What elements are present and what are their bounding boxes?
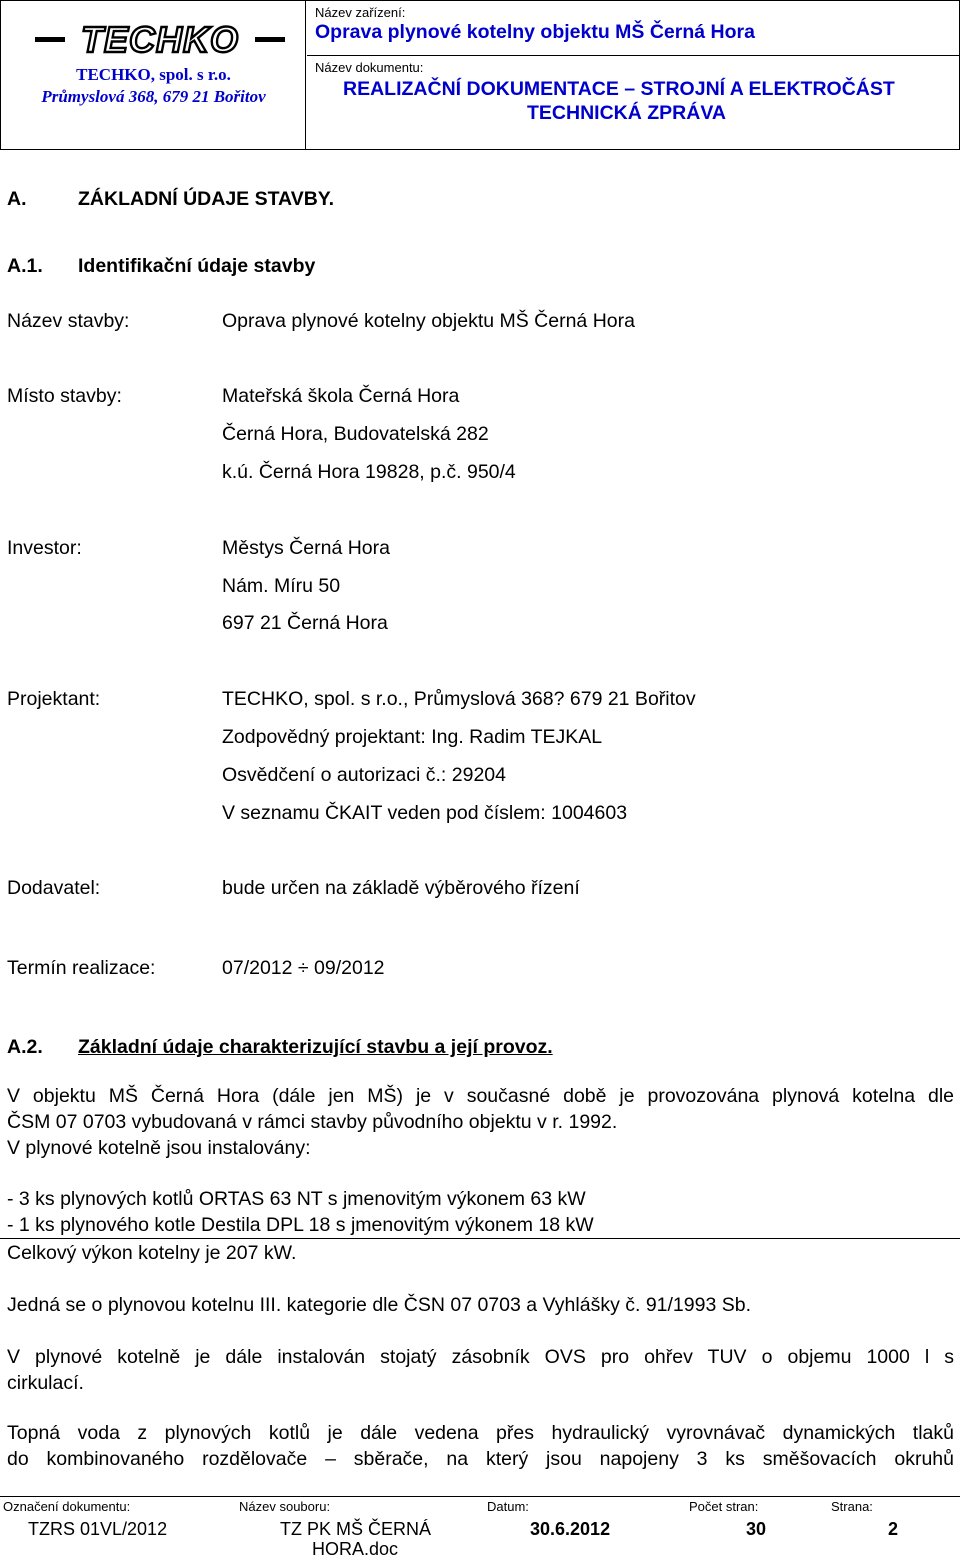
paragraph-line: do kombinovaného rozdělovače – sběrače, na který jsou napojeny 3 ks směšovacích okruhů xyxy=(7,1448,954,1470)
section-a-number: A. xyxy=(7,188,27,210)
footer-value: HORA.doc xyxy=(312,1539,399,1559)
term-label: Termín realizace: xyxy=(7,957,156,979)
investor-line: Nám. Míru 50 xyxy=(222,575,341,597)
boiler-item: - 3 ks plynových kotlů ORTAS 63 NT s jmenovitým výkonem 63 kW xyxy=(7,1188,586,1210)
footer-value: TZ PK MŠ ČERNÁ xyxy=(280,1519,432,1539)
company-name: TECHKO, spol. s r.o. xyxy=(76,65,231,84)
boiler-item: - 1 ks plynového kotle Destila DPL 18 s jmenovitým výkonem 18 kW xyxy=(7,1214,594,1236)
section-a2-title: Základní údaje charakterizující stavbu a její provoz. xyxy=(78,1036,553,1058)
footer-date xyxy=(484,1497,686,1561)
document-name-line2: TECHNICKÁ ZPRÁVA xyxy=(527,102,726,124)
document-header xyxy=(0,0,960,150)
site-line: Mateřská škola Černá Hora xyxy=(222,385,460,407)
designer-label: Projektant: xyxy=(7,688,101,710)
footer-label: Datum: xyxy=(487,1499,529,1514)
document-name-line1: REALIZAČNÍ DOKUMENTACE – STROJNÍ A ELEKTROČÁST xyxy=(343,78,895,100)
paragraph-line: Topná voda z plynových kotlů je dále vedena přes hydraulický vyrovnávač dynamických tlaků xyxy=(7,1422,954,1444)
designer-line: V seznamu ČKAIT veden pod číslem: 1004603 xyxy=(222,802,628,824)
facility-label: Název zařízení: xyxy=(315,5,406,20)
footer-value: TZRS 01VL/2012 xyxy=(28,1519,168,1539)
document-info-block xyxy=(307,1,959,149)
document-label: Název dokumentu: xyxy=(315,60,424,75)
section-a1-title: Identifikační údaje stavby xyxy=(78,255,316,277)
supplier-label: Dodavatel: xyxy=(7,877,101,899)
section-a1-number: A.1. xyxy=(7,255,43,277)
site-line: Černá Hora, Budovatelská 282 xyxy=(222,423,489,445)
footer-label: Počet stran: xyxy=(689,1499,759,1514)
footer-value: 2 xyxy=(888,1519,899,1539)
sum-divider xyxy=(0,1238,960,1239)
category-statement: Jedná se o plynovou kotelnu III. kategorie dle ČSN 07 0703 a Vyhlášky č. 91/1993 Sb. xyxy=(7,1294,751,1316)
company-block xyxy=(1,1,306,149)
designer-line: Osvědčení o autorizaci č.: 29204 xyxy=(222,764,506,786)
document-footer xyxy=(0,1496,960,1561)
paragraph-line: V plynové kotelně je dále instalován stojatý zásobník OVS pro ohřev TUV o objemu 1000 l s xyxy=(7,1346,954,1368)
facility-value: Oprava plynové kotelny objektu MŠ Černá Hora xyxy=(315,21,755,43)
techko-logo xyxy=(33,19,285,59)
footer-label: Název souboru: xyxy=(239,1499,331,1514)
term-value: 07/2012 ÷ 09/2012 xyxy=(222,957,385,979)
investor-label: Investor: xyxy=(7,537,82,559)
site-label: Místo stavby: xyxy=(7,385,122,407)
investor-line: 697 21 Černá Hora xyxy=(222,612,388,634)
footer-value: 30.6.2012 xyxy=(530,1519,611,1539)
footer-doc-mark xyxy=(0,1497,236,1561)
investor-line: Městys Černá Hora xyxy=(222,537,390,559)
paragraph-line: cirkulací. xyxy=(7,1372,84,1394)
company-address: Průmyslová 368, 679 21 Bořitov xyxy=(41,87,266,106)
building-name-label: Název stavby: xyxy=(7,310,130,332)
footer-page-count xyxy=(686,1497,828,1561)
footer-label: Označení dokumentu: xyxy=(3,1499,131,1514)
footer-file-name xyxy=(236,1497,484,1561)
footer-label: Strana: xyxy=(831,1499,873,1514)
section-a-title: ZÁKLADNÍ ÚDAJE STAVBY. xyxy=(78,188,335,210)
site-line: k.ú. Černá Hora 19828, p.č. 950/4 xyxy=(222,461,516,483)
footer-page-number xyxy=(828,1497,960,1561)
paragraph-line: V plynové kotelně jsou instalovány: xyxy=(7,1137,311,1159)
logo-text: TECHKO xyxy=(81,19,239,59)
footer-value: 30 xyxy=(746,1519,767,1539)
section-a2-number: A.2. xyxy=(7,1036,43,1058)
designer-line: TECHKO, spol. s r.o., Průmyslová 368? 679 21 Bořitov xyxy=(222,688,696,710)
facility-row xyxy=(307,1,959,56)
paragraph-line: V objektu MŠ Černá Hora (dále jen MŠ) je v současné době je provozována plynová kotelna dle xyxy=(7,1085,954,1107)
building-name-value: Oprava plynové kotelny objektu MŠ Černá Hora xyxy=(222,310,635,332)
supplier-value: bude určen na základě výběrového řízení xyxy=(222,877,580,899)
paragraph-line: ČSM 07 0703 vybudovaná v rámci stavby původního objektu v r. 1992. xyxy=(7,1111,618,1133)
total-output: Celkový výkon kotelny je 207 kW. xyxy=(7,1242,297,1264)
designer-line: Zodpovědný projektant: Ing. Radim TEJKAL xyxy=(222,726,603,748)
